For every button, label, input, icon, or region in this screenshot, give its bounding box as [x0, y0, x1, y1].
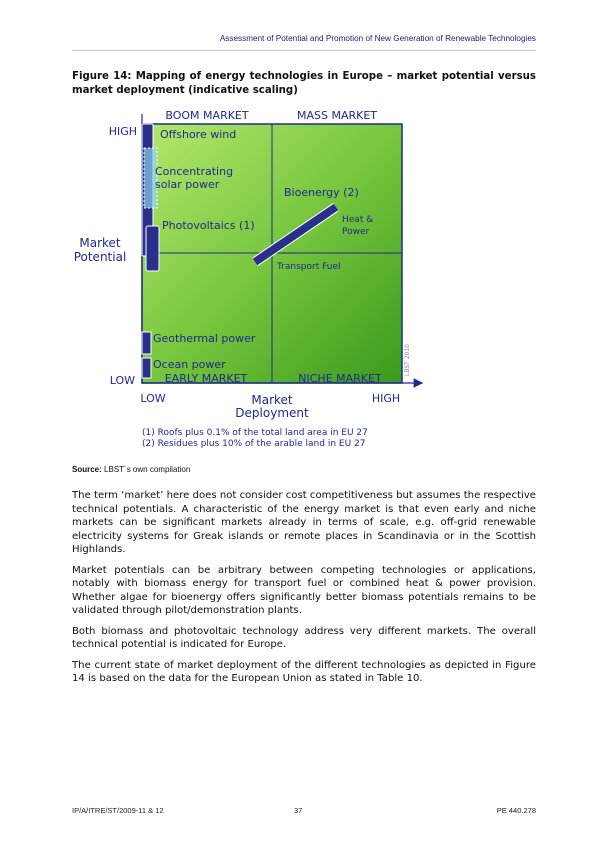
label-heat-power-line1: Heat &: [342, 215, 374, 225]
y-axis-title-line1: Market: [79, 236, 121, 250]
figure-note-2: (2) Residues plus 10% of the arable land in EU 27: [142, 439, 366, 449]
y-axis-low-label: LOW: [109, 374, 135, 387]
figure-note-1: (1) Roofs plus 0.1% of the total land area in EU 27: [142, 428, 368, 438]
source-label: Source:: [72, 465, 102, 474]
paragraph: The term ‘market’ here does not consider cost competitiveness but assumes the respective technical potentials. A characteristic of the energy market is that even early and niche markets can be significant markets already in terms of scale, e.g. off-grid renewable electricity systems for Greak islands or remote places in Scandinavia or in the Scottish Highlands.: [72, 490, 536, 555]
label-csp-line1: Concentrating: [155, 165, 234, 178]
footer-doc-ref: IP/A/ITRE/ST/2009-11 & 12: [72, 806, 164, 815]
ocean-bar: [142, 358, 151, 378]
label-geothermal: Geothermal power: [153, 332, 256, 345]
x-axis-title-line1: Market: [251, 393, 293, 407]
x-axis-high-label: HIGH: [371, 392, 401, 405]
source-text: LBST´s own compilation: [104, 465, 191, 474]
paragraph: Both biomass and photovoltaic technology address very different markets. The overall technical potential is indicated for Europe.: [72, 625, 536, 650]
header-rule: [72, 50, 536, 51]
figure-chart: [70, 106, 450, 466]
footer-page-number: 37: [294, 806, 303, 815]
label-ocean: Ocean power: [153, 358, 226, 371]
label-heat-power-line2: Power: [342, 227, 370, 237]
label-transport-fuel: Transport Fuel: [277, 262, 341, 272]
x-axis-low-label: LOW: [140, 392, 166, 405]
geothermal-bar: [142, 332, 151, 354]
quadrant-chart-svg: [70, 106, 450, 466]
figure-caption: Figure 14: Mapping of energy technologies in Europe – market potential versus market deployment (indicative scaling): [72, 71, 536, 96]
label-csp-line2: solar power: [155, 178, 220, 191]
photovoltaics-bar: [146, 226, 159, 271]
label-offshore-wind: Offshore wind: [160, 128, 237, 141]
y-axis-high-label: HIGH: [108, 125, 137, 138]
footer-pe-number: PE 440.278: [496, 806, 536, 815]
lbst-watermark: LBST 2010: [404, 343, 411, 376]
label-bioenergy: Bioenergy (2): [284, 186, 359, 199]
quadrant-label-mass: MASS MARKET: [296, 109, 378, 122]
quadrant-label-boom: BOOM MARKET: [165, 109, 249, 122]
running-header: Assessment of Potential and Promotion of New Generation of Renewable Technologies: [219, 34, 536, 43]
paragraph: The current state of market deployment of the different technologies as depicted in Figure 14 is based on the data for the European Union as stated in Table 10.: [72, 659, 536, 684]
figure-source: [72, 465, 190, 474]
body-text: [72, 489, 536, 693]
x-axis-title-line2: Deployment: [235, 406, 309, 420]
label-photovoltaics: Photovoltaics (1): [162, 219, 255, 232]
y-axis-title-line2: Potential: [73, 250, 127, 264]
paragraph: Market potentials can be arbitrary between competing technologies or applications, notably with biomass energy for transport fuel or combined heat & power provision. Whether algae for bioenergy offers significantly better biomass potentials remains to be validated through pilot/demonstration plants.: [72, 564, 536, 616]
quadrant-label-early: EARLY MARKET: [164, 372, 248, 385]
quadrant-label-niche: NICHE MARKET: [298, 372, 382, 385]
figure-notes: [142, 428, 368, 450]
